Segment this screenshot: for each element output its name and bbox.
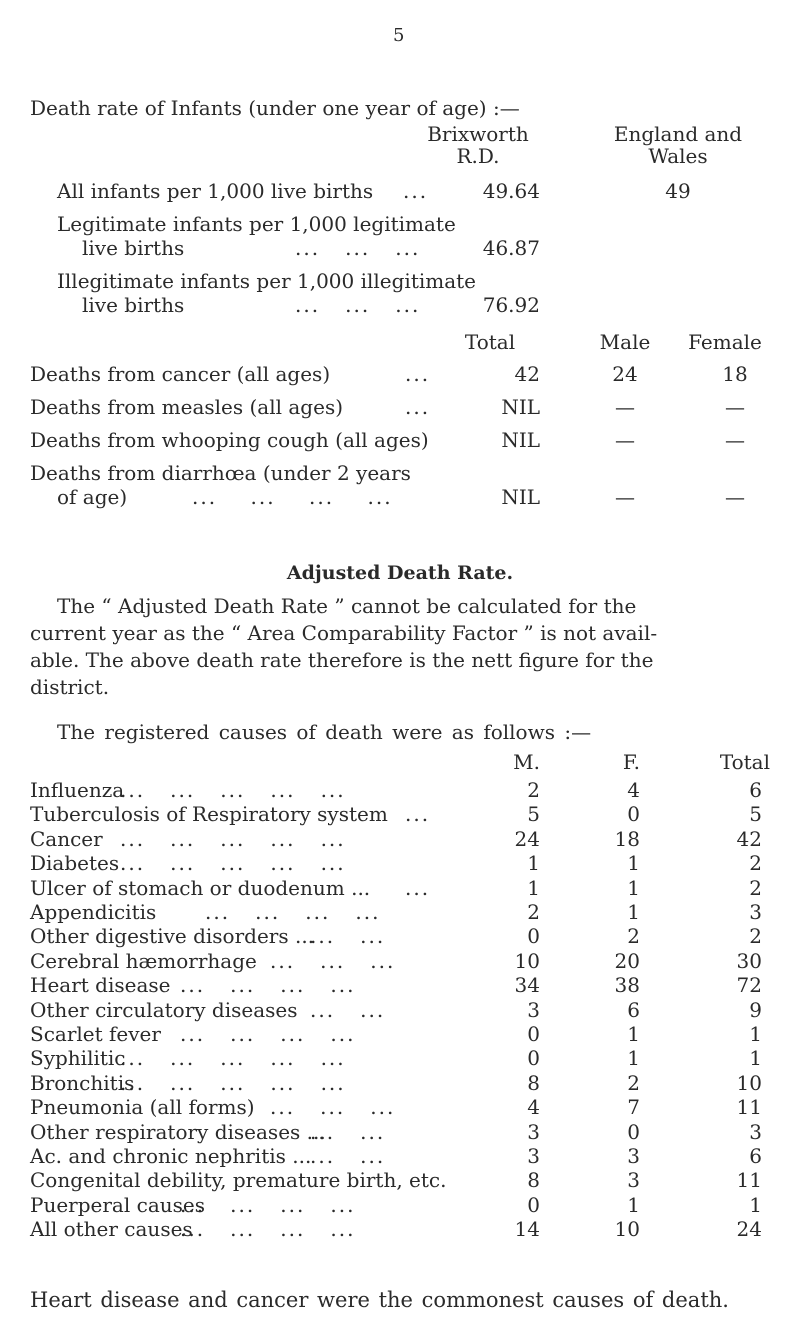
leader-dots: ... ... ... ... — [205, 900, 381, 924]
leader-dots: ... ... ... ... — [180, 1022, 356, 1046]
adjusted-para-line: able. The above death rate therefore is the nett figure for the — [30, 648, 654, 672]
leader-dots: ... ... — [310, 1144, 386, 1168]
cause-label: Appendicitis — [30, 900, 157, 924]
infant-row-national: 49 — [665, 179, 691, 203]
cause-m: 0 — [527, 1046, 540, 1070]
cause-m: 8 — [527, 1071, 540, 1095]
deaths-row-label-cont: of age) — [57, 485, 128, 509]
col-header-wales: Wales — [648, 144, 708, 168]
deaths-header-female: Female — [688, 330, 762, 354]
cause-label: Congenital debility, premature birth, etc. — [30, 1168, 447, 1192]
cause-total: 10 — [736, 1071, 762, 1095]
cause-total: 72 — [736, 973, 762, 997]
cause-m: 5 — [527, 802, 540, 826]
leader-dots: ... ... ... ... ... — [120, 778, 346, 802]
causes-header-total: Total — [719, 750, 770, 774]
cause-label: Bronchitis — [30, 1071, 135, 1095]
cause-total: 2 — [749, 924, 762, 948]
cause-total: 3 — [749, 900, 762, 924]
cause-f: 1 — [627, 1046, 640, 1070]
leader-dots: ... ... — [310, 998, 386, 1022]
cause-m: 1 — [527, 851, 540, 875]
cause-label: All other causes — [30, 1217, 193, 1241]
cause-m: 0 — [527, 1193, 540, 1217]
cause-label: Cerebral hæmorrhage — [30, 949, 257, 973]
leader-dots: ... ... ... ... ... — [120, 851, 346, 875]
leader-dots: ... ... ... — [295, 236, 421, 260]
cause-label: Scarlet fever — [30, 1022, 161, 1046]
cause-total: 11 — [736, 1095, 762, 1119]
leader-dots: ... ... ... ... — [180, 1193, 356, 1217]
infant-row-label: All infants per 1,000 live births — [57, 179, 374, 203]
deaths-header-total: Total — [464, 330, 516, 354]
cause-label: Ac. and chronic nephritis ... — [30, 1144, 312, 1168]
leader-dots: ... ... ... ... — [180, 973, 356, 997]
infant-section-title: Death rate of Infants (under one year of age) :— — [30, 96, 520, 120]
cause-label: Other respiratory diseases ... — [30, 1120, 326, 1144]
cause-f: 0 — [627, 802, 640, 826]
cause-label: Pneumonia (all forms) — [30, 1095, 255, 1119]
deaths-row-total: NIL — [501, 485, 540, 509]
cause-f: 38 — [614, 973, 640, 997]
leader-dots: ... ... ... — [295, 293, 421, 317]
cause-label: Other digestive disorders ... — [30, 924, 315, 948]
deaths-row-female: 18 — [722, 362, 748, 386]
col-header-england: England and — [613, 122, 743, 146]
causes-header-f: F. — [622, 750, 640, 774]
cause-f: 1 — [627, 851, 640, 875]
infant-row-label-cont: live births — [82, 293, 185, 317]
leader-dots: ... ... ... — [270, 1095, 396, 1119]
cause-f: 20 — [614, 949, 640, 973]
deaths-row-female: — — [725, 485, 745, 509]
cause-m: 8 — [527, 1168, 540, 1192]
leader-dots: ... ... ... ... — [192, 485, 393, 509]
cause-label: Syphilitic — [30, 1046, 126, 1070]
cause-f: 3 — [627, 1168, 640, 1192]
leader-dots: ... — [405, 802, 431, 826]
cause-m: 3 — [527, 1144, 540, 1168]
cause-total: 42 — [736, 827, 762, 851]
deaths-row-female: — — [725, 428, 745, 452]
infant-row-value: 76.92 — [482, 293, 540, 317]
cause-total: 24 — [736, 1217, 762, 1241]
causes-intro: The registered causes of death were as follows :— — [57, 720, 592, 744]
cause-total: 5 — [749, 802, 762, 826]
cause-total: 1 — [749, 1193, 762, 1217]
cause-m: 3 — [527, 998, 540, 1022]
cause-m: 0 — [527, 924, 540, 948]
infant-row-label: Illegitimate infants per 1,000 illegitimate — [57, 269, 477, 293]
cause-label: Other circulatory diseases — [30, 998, 298, 1022]
cause-label: Influenza — [30, 778, 125, 802]
cause-f: 1 — [627, 1022, 640, 1046]
col-header-brixworth: Brixworth — [427, 122, 529, 146]
deaths-row-total: NIL — [501, 395, 540, 419]
cause-total: 3 — [749, 1120, 762, 1144]
cause-f: 1 — [627, 1193, 640, 1217]
leader-dots: ... ... ... — [270, 949, 396, 973]
deaths-row-total: NIL — [501, 428, 540, 452]
infant-row-value: 46.87 — [482, 236, 540, 260]
deaths-row-label: Deaths from whooping cough (all ages) — [30, 428, 429, 452]
cause-total: 30 — [736, 949, 762, 973]
cause-m: 0 — [527, 1022, 540, 1046]
cause-f: 3 — [627, 1144, 640, 1168]
adjusted-para-line: district. — [30, 675, 110, 699]
cause-total: 2 — [749, 851, 762, 875]
conclusion: Heart disease and cancer were the commonest causes of death. — [30, 1288, 729, 1312]
deaths-row-male: — — [615, 395, 635, 419]
cause-f: 0 — [627, 1120, 640, 1144]
deaths-row-total: 42 — [514, 362, 540, 386]
adjusted-para-line: current year as the “ Area Comparability Factor ” is not avail- — [30, 621, 658, 645]
cause-total: 2 — [749, 876, 762, 900]
leader-dots: ... ... ... ... ... — [120, 1071, 346, 1095]
leader-dots: ... — [405, 395, 431, 419]
cause-f: 6 — [627, 998, 640, 1022]
cause-label: Tuberculosis of Respiratory system — [30, 802, 388, 826]
adjusted-heading: Adjusted Death Rate. — [286, 562, 514, 584]
cause-m: 3 — [527, 1120, 540, 1144]
infant-row-value: 49.64 — [482, 179, 540, 203]
leader-dots: ... — [405, 362, 431, 386]
cause-f: 7 — [627, 1095, 640, 1119]
causes-header-m: M. — [513, 750, 540, 774]
cause-f: 10 — [614, 1217, 640, 1241]
deaths-row-label: Deaths from measles (all ages) — [30, 395, 344, 419]
cause-f: 1 — [627, 900, 640, 924]
cause-m: 2 — [527, 900, 540, 924]
leader-dots: ... ... — [310, 924, 386, 948]
cause-m: 4 — [527, 1095, 540, 1119]
page-number: 5 — [393, 25, 405, 46]
cause-f: 18 — [614, 827, 640, 851]
leader-dots: ... ... ... ... ... — [120, 1046, 346, 1070]
cause-total: 1 — [749, 1046, 762, 1070]
deaths-row-label: Deaths from cancer (all ages) — [30, 362, 331, 386]
leader-dots: ... — [405, 876, 431, 900]
deaths-row-male: 24 — [612, 362, 638, 386]
cause-total: 1 — [749, 1022, 762, 1046]
cause-m: 10 — [514, 949, 540, 973]
deaths-row-female: — — [725, 395, 745, 419]
cause-label: Ulcer of stomach or duodenum ... — [30, 876, 371, 900]
cause-label: Cancer — [30, 827, 103, 851]
adjusted-para-line: The “ Adjusted Death Rate ” cannot be calculated for the — [57, 594, 637, 618]
cause-m: 34 — [514, 973, 540, 997]
cause-f: 1 — [627, 876, 640, 900]
col-header-rd: R.D. — [456, 144, 500, 168]
cause-total: 9 — [749, 998, 762, 1022]
deaths-row-male: — — [615, 485, 635, 509]
cause-total: 6 — [749, 778, 762, 802]
leader-dots: ... — [403, 179, 429, 203]
cause-m: 24 — [514, 827, 540, 851]
cause-label: Heart disease — [30, 973, 171, 997]
infant-row-label-cont: live births — [82, 236, 185, 260]
cause-f: 2 — [627, 1071, 640, 1095]
cause-label: Puerperal causes — [30, 1193, 205, 1217]
cause-f: 4 — [627, 778, 640, 802]
leader-dots: ... ... ... ... ... — [120, 827, 346, 851]
cause-m: 14 — [514, 1217, 540, 1241]
cause-total: 11 — [736, 1168, 762, 1192]
cause-label: Diabetes — [30, 851, 120, 875]
cause-f: 2 — [627, 924, 640, 948]
deaths-row-male: — — [615, 428, 635, 452]
deaths-row-label: Deaths from diarrhœa (under 2 years — [30, 461, 411, 485]
infant-row-label: Legitimate infants per 1,000 legitimate — [57, 212, 456, 236]
cause-total: 6 — [749, 1144, 762, 1168]
leader-dots: ... ... ... ... — [180, 1217, 356, 1241]
leader-dots: ... ... — [310, 1120, 386, 1144]
cause-m: 2 — [527, 778, 540, 802]
cause-m: 1 — [527, 876, 540, 900]
deaths-header-male: Male — [599, 330, 651, 354]
